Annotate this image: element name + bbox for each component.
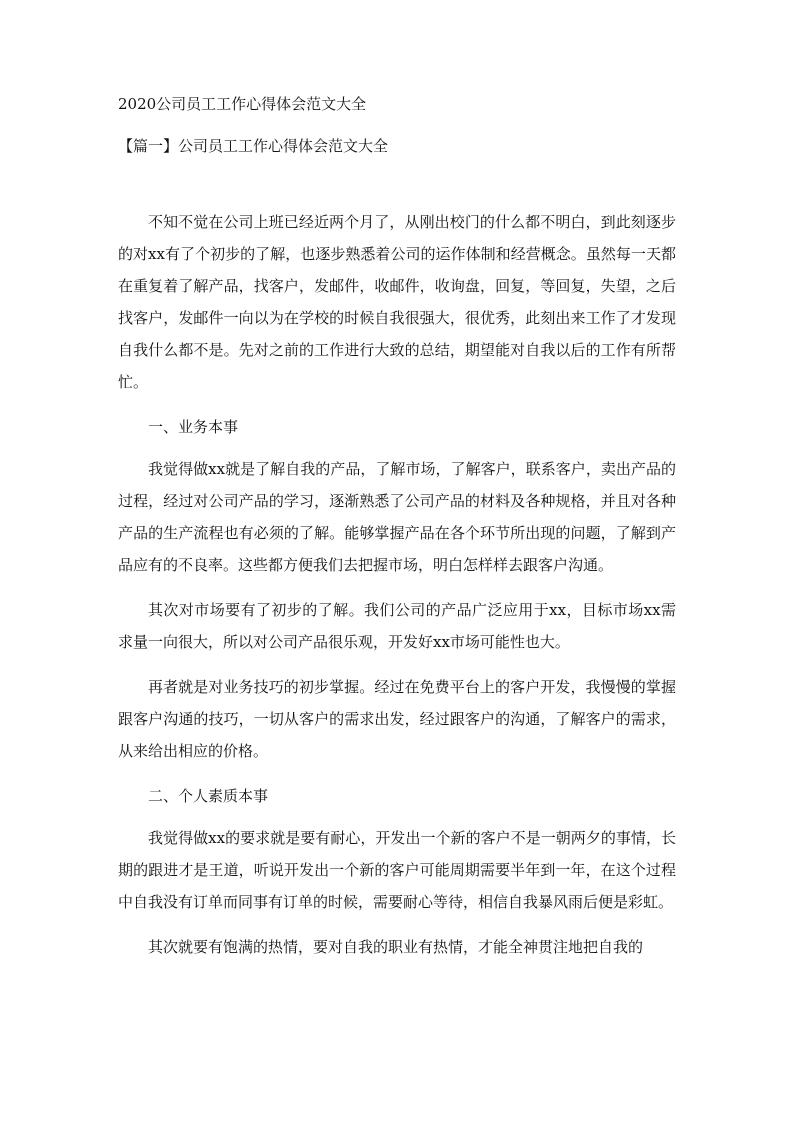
paragraph-patience: 我觉得做xx的要求就是要有耐心，开发出一个新的客户不是一朝两夕的事情，长期的跟进才是王道，听说开发出一个新的客户可能周期需要半年到一年，在这个过程中自我没有订单而同事有订单的时候，需要耐心等待，相信自我暴风雨后便是彩虹。	[118, 829, 676, 911]
section-heading-personal-quality: 二、个人素质本事	[148, 787, 269, 805]
document-subtitle: 【篇一】公司员工工作心得体会范文大全	[118, 137, 389, 155]
section-heading-business-skill: 一、业务本事	[148, 418, 239, 436]
paragraph-intro: 不知不觉在公司上班已经近两个月了，从刚出校门的什么都不明白，到此刻逐步的对xx有了个初步的了解，也逐步熟悉着公司的运作体制和经营概念。虽然每一天都在重复着了解产品，找客户，发邮件，收邮件，收询盘，回复，等回复，失望，之后找客户，发邮件一向以为在学校的时候自我很强大，很优秀，此刻出来工作了才发现自我什么都不是。先对之前的工作进行大致的总结，期望能对自我以后的工作有所帮忙。	[118, 213, 676, 391]
document-body	[118, 206, 676, 963]
paragraph-market-understanding: 其次对市场要有了初步的了解。我们公司的产品广泛应用于xx，目标市场xx需求量一向很大，所以对公司产品很乐观，开发好xx市场可能性也大。	[118, 601, 676, 651]
paragraph-product-knowledge: 我觉得做xx就是了解自我的产品，了解市场，了解客户，联系客户，卖出产品的过程，经过对公司产品的学习，逐渐熟悉了公司产品的材料及各种规格，并且对各种产品的生产流程也有必须的了解。能够掌握产品在各个环节所出现的问题，了解到产品应有的不良率。这些都方便我们去把握市场，明白怎样样去跟客户沟通。	[118, 460, 676, 574]
paragraph-business-skills: 再者就是对业务技巧的初步掌握。经过在免费平台上的客户开发，我慢慢的掌握跟客户沟通的技巧，一切从客户的需求出发，经过跟客户的沟通，了解客户的需求，从来给出相应的价格。	[118, 678, 676, 760]
document-title: 2020公司员工工作心得体会范文大全	[118, 95, 367, 113]
paragraph-enthusiasm: 其次就要有饱满的热情，要对自我的职业有热情，才能全神贯注地把自我的	[148, 938, 644, 956]
